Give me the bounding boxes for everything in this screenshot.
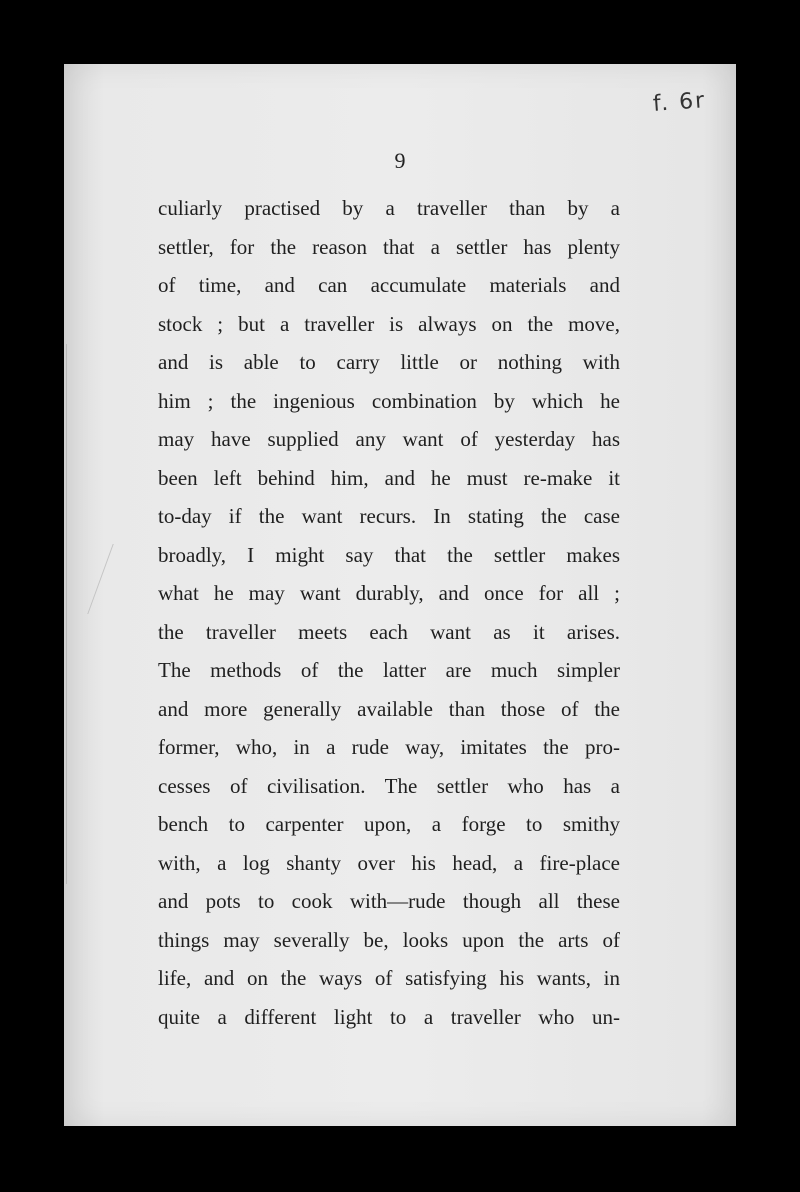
text-line: of time, and can accumulate materials and <box>158 273 620 297</box>
text-line: to-day if the want recurs. In stating the case <box>158 504 620 528</box>
text-line: bench to carpenter upon, a forge to smithy <box>158 812 620 836</box>
body-text <box>158 189 620 1036</box>
text-line: former, who, in a rude way, imitates the pro- <box>158 735 620 759</box>
text-line: with, a log shanty over his head, a fire-place <box>158 850 620 875</box>
page-number: 9 <box>394 148 406 173</box>
text-line: quite a different light to a traveller who un- <box>158 1004 620 1029</box>
folio-annotation: f. 6r <box>652 88 707 117</box>
text-line: and pots to cook with—rude though all these <box>158 889 620 913</box>
text-line: the traveller meets each want as it arises. <box>158 619 620 644</box>
text-line: cesses of civilisation. The settler who has a <box>158 773 620 798</box>
text-line: been left behind him, and he must re-make it <box>158 465 620 490</box>
text-line: things may severally be, looks upon the arts of <box>158 927 620 952</box>
text-line: may have supplied any want of yesterday has <box>158 427 620 451</box>
text-line: and is able to carry little or nothing with <box>158 350 620 374</box>
text-line: stock ; but a traveller is always on the move, <box>158 311 620 336</box>
text-line: life, and on the ways of satisfying his wants, in <box>158 966 620 990</box>
text-line: and more generally available than those of the <box>158 696 620 721</box>
binding-thread <box>66 344 77 884</box>
text-line: broadly, I might say that the settler makes <box>158 542 620 567</box>
book-page <box>64 64 736 1126</box>
text-line: what he may want durably, and once for all ; <box>158 581 620 605</box>
text-line: settler, for the reason that a settler has plenty <box>158 234 620 259</box>
text-line: him ; the ingenious combination by which he <box>158 388 620 413</box>
text-line: culiarly practised by a traveller than by a <box>158 196 620 220</box>
text-line: The methods of the latter are much simpler <box>158 658 620 682</box>
